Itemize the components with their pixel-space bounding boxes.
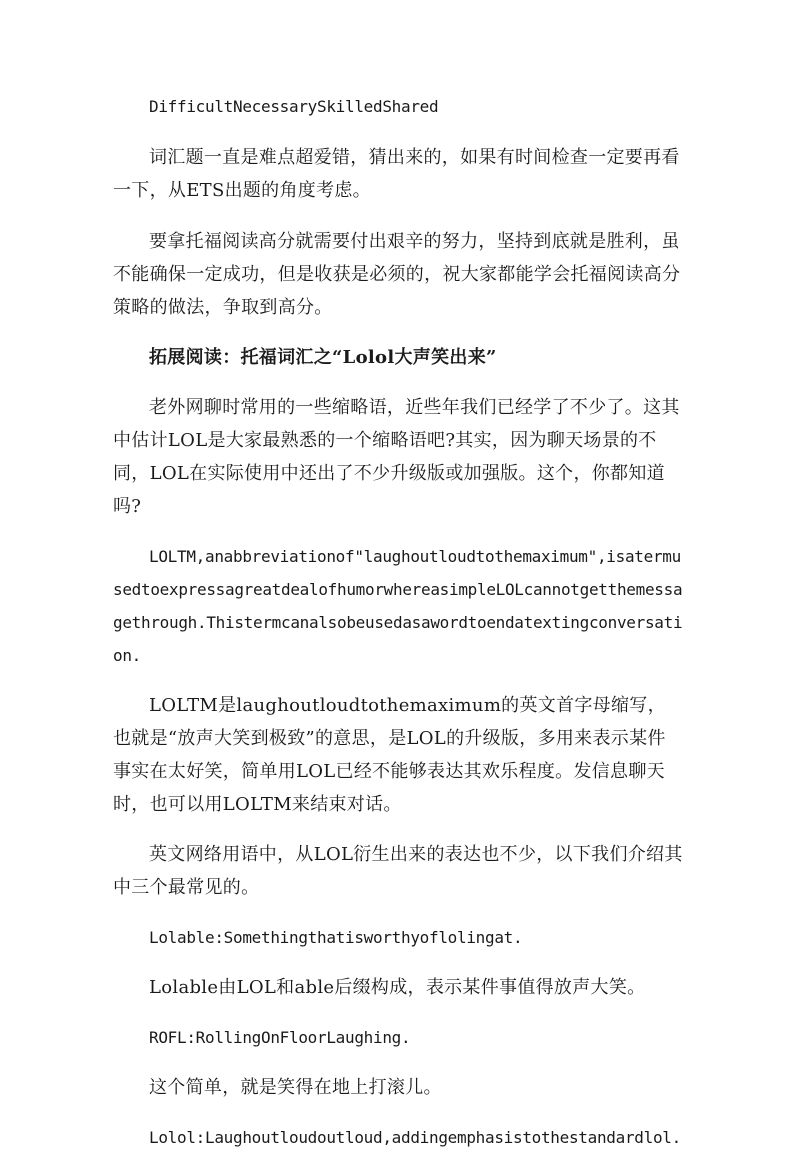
intro-paragraph: 老外网聊时常用的一些缩略语，近些年我们已经学了不少了。这其中估计LOL是大家最熟悉的一个缩略语吧?其实，因为聊天场景的不同，LOL在实际使用中还出了不少升级版或加强版。这个，你都知道吗? <box>113 397 680 517</box>
encouragement-paragraph: 要拿托福阅读高分就需要付出艰辛的努力，坚持到底就是胜利，虽不能确保一定成功，但是收获是必须的，祝大家都能学会托福阅读高分策略的做法，争取到高分。 <box>113 231 681 318</box>
loltm-chinese-explanation: LOLTM是laughoutloudtothemaximum的英文首字母缩写，也就是“放声大笑到极致”的意思，是LOL的升级版，多用来表示某件事实在太好笑，简单用LOL已经不能够表达其欢乐程度。发信息聊天时，也可以用LOLTM来结束对话。 <box>113 695 666 815</box>
lolable-explanation: Lolable由LOL和able后缀构成，表示某件事值得放声大笑。 <box>149 977 646 998</box>
loltm-english-definition: LOLTM,anabbreviationof"laughoutloudtothemaximum",isatermusedtoexpressagreatdealofhumorwhereasimpleLOLcannotgetthemessagethrough.Thistermcanalsobeusedasawordtoendatextingconversation. <box>113 547 683 665</box>
lolol-definition: Lolol:Laughoutloudoutloud,addingemphasistothestandardlol. <box>149 1128 681 1147</box>
rofl-definition: ROFL:RollingOnFloorLaughing. <box>149 1028 411 1047</box>
document-page <box>113 90 683 1154</box>
lolable-definition: Lolable:Somethingthatisworthyoflolingat. <box>149 928 523 947</box>
vocab-tip-paragraph: 词汇题一直是难点超爱错，猜出来的，如果有时间检查一定要再看一下，从ETS出题的角度考虑。 <box>113 147 680 201</box>
section-heading: 拓展阅读：托福词汇之“Lolol大声笑出来” <box>149 347 497 368</box>
word-options-line: DifficultNecessarySkilledShared <box>149 97 439 116</box>
rofl-explanation: 这个简单，就是笑得在地上打滚儿。 <box>149 1077 442 1098</box>
derived-expressions-intro: 英文网络用语中，从LOL衍生出来的表达也不少，以下我们介绍其中三个最常见的。 <box>113 844 683 898</box>
